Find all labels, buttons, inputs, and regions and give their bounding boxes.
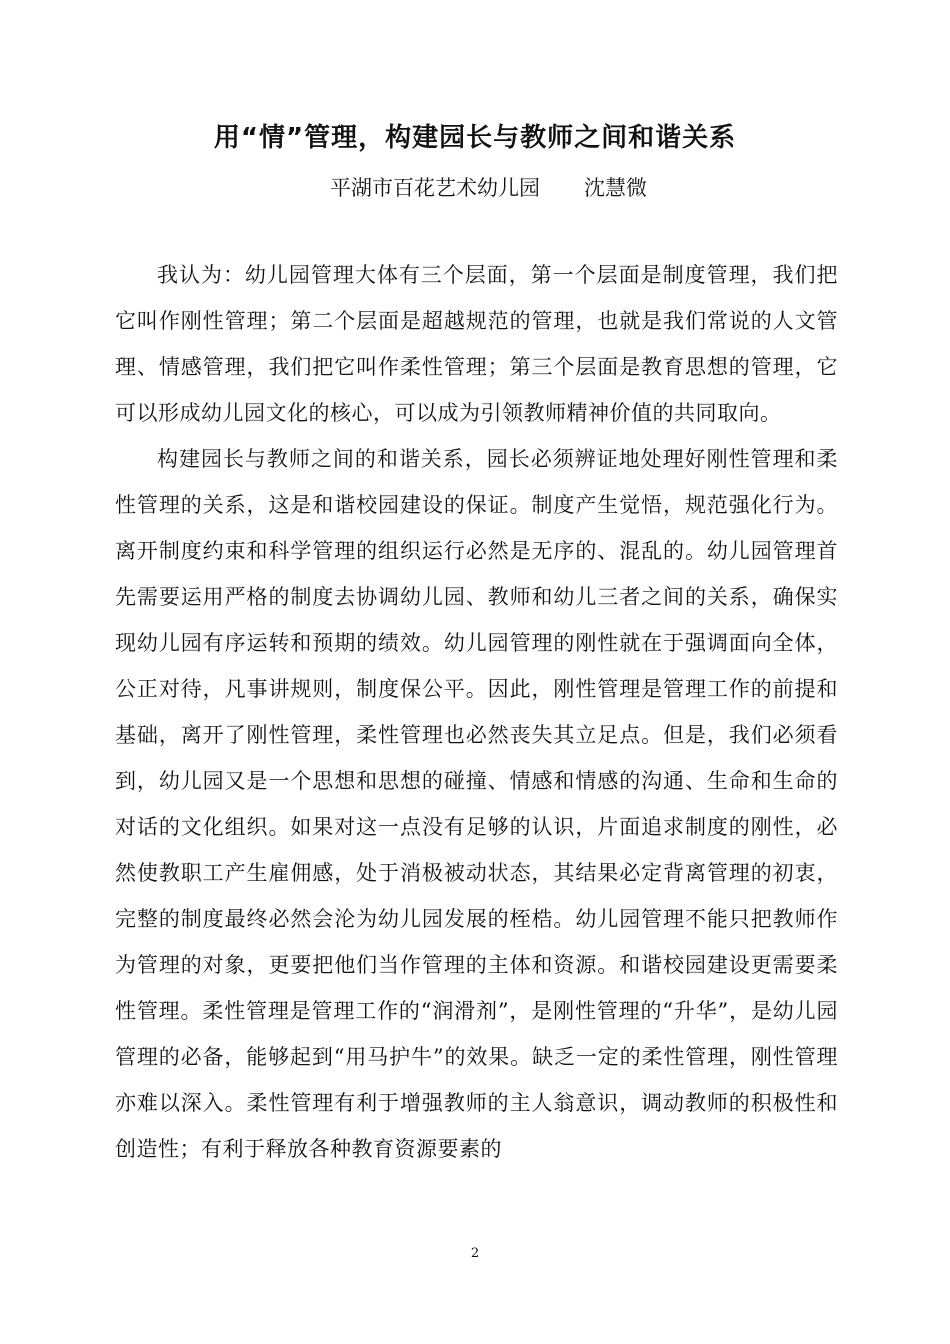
byline xyxy=(330,171,750,205)
paragraph: 我认为：幼儿园管理大体有三个层面，第一个层面是制度管理，我们把它叫作刚性管理；第二个层面是超越规范的管理，也就是我们常说的人文管理、情感管理，我们把它叫作柔性管理；第三个层面是教育思想的管理，它可以形成幼儿园文化的核心，可以成为引领教师精神价值的共同取向。 xyxy=(115,263,838,425)
institution-name: 平湖市百花艺术幼儿园 xyxy=(330,176,540,200)
paragraph: 构建园长与教师之间的和谐关系，园长必须辨证地处理好刚性管理和柔性管理的关系，这是和谐校园建设的保证。制度产生觉悟，规范强化行为。离开制度约束和科学管理的组织运行必然是无序的、混乱的。幼儿园管理首先需要运用严格的制度去协调幼儿园、教师和幼儿三者之间的关系，确保实现幼儿园有序运转和预期的绩效。幼儿园管理的刚性就在于强调面向全体，公正对待，凡事讲规则，制度保公平。因此，刚性管理是管理工作的前提和基础，离开了刚性管理，柔性管理也必然丧失其立足点。但是，我们必须看到，幼儿园又是一个思想和思想的碰撞、情感和情感的沟通、生命和生命的对话的文化组织。如果对这一点没有足够的认识，片面追求制度的刚性，必然使教职工产生雇佣感，处于消极被动状态，其结果必定背离管理的初衷，完整的制度最终必然会沦为幼儿园发展的桎梏。幼儿园管理不能只把教师作为管理的对象，更要把他们当作管理的主体和资源。和谐校园建设更需要柔性管理。柔性管理是管理工作的“润滑剂”，是刚性管理的“升华”，是幼儿园管理的必备，能够起到“用马护牛”的效果。缺乏一定的柔性管理，刚性管理亦难以深入。柔性管理有利于增强教师的主人翁意识，调动教师的积极性和创造性；有利于释放各种教育资源要素的 xyxy=(115,447,838,1161)
author-name: 沈慧微 xyxy=(584,176,647,200)
document-title: 用“情”管理，构建园长与教师之间和谐关系 xyxy=(213,123,737,153)
page-number: 2 xyxy=(470,1246,480,1261)
article-body xyxy=(115,252,838,1172)
